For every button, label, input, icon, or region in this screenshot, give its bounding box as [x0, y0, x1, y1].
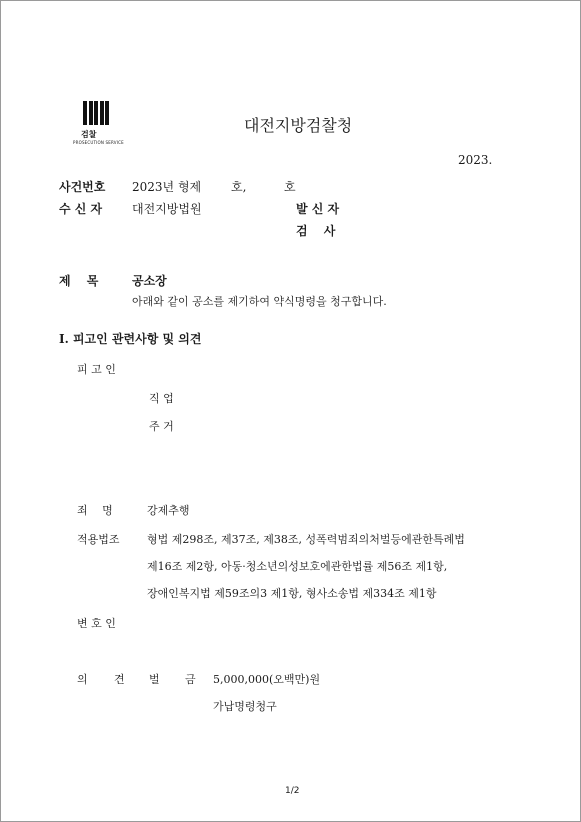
logo-emblem-icon — [83, 101, 109, 125]
lawyer-label: 변 호 인 — [77, 617, 116, 630]
opinion-label-part-1: 의 — [77, 673, 88, 686]
occupation-label: 직 업 — [149, 392, 174, 405]
document-date: 2023. — [458, 153, 493, 167]
case-number-label: 사건번호 — [59, 180, 106, 194]
subject-body: 아래와 같이 공소를 제기하여 약식명령을 청구합니다. — [132, 295, 387, 308]
prosecution-logo — [73, 101, 129, 151]
page-number: 1/2 — [285, 786, 300, 796]
logo-title: 검찰 — [81, 130, 97, 139]
defendant-label: 피 고 인 — [77, 363, 116, 376]
opinion-label-part-2: 견 — [114, 673, 125, 686]
charge-label: 죄 명 — [77, 504, 113, 517]
provisional-payment: 가납명령청구 — [213, 700, 277, 713]
address-label: 주 거 — [149, 420, 174, 433]
statutes-line-3: 장애인복지법 제59조의3 제1항, 형사소송법 제334조 제1항 — [147, 587, 437, 600]
recipient-value: 대전지방법원 — [132, 202, 202, 216]
subject-label: 제 목 — [59, 274, 99, 288]
prosecutor-label: 검 사 — [296, 224, 336, 238]
office-title: 대전지방검찰청 — [244, 116, 353, 135]
fine-label-part-1: 벌 — [149, 673, 160, 686]
statutes-label: 적용법조 — [77, 533, 120, 546]
fine-value: 5,000,000(오백만)원 — [213, 673, 321, 686]
section-1-title: Ⅰ. 피고인 관련사항 및 의견 — [59, 332, 202, 346]
case-number-value: 2023년 형제 — [132, 180, 202, 194]
sender-label: 발 신 자 — [296, 202, 340, 216]
fine-label-part-2: 금 — [185, 673, 196, 686]
case-number-ho-2: 호 — [284, 180, 296, 194]
recipient-label: 수 신 자 — [59, 202, 103, 216]
case-number-ho-1: 호, — [231, 180, 247, 194]
subject-value: 공소장 — [132, 274, 167, 288]
statutes-line-2: 제16조 제2항, 아동·청소년의성보호에관한법률 제56조 제1항, — [147, 560, 448, 573]
logo-subtitle: PROSECUTION SERVICE — [73, 140, 124, 145]
statutes-line-1: 형법 제298조, 제37조, 제38조, 성폭력범죄의처벌등에관한특례법 — [147, 533, 465, 546]
charge-value: 강제추행 — [147, 504, 190, 517]
